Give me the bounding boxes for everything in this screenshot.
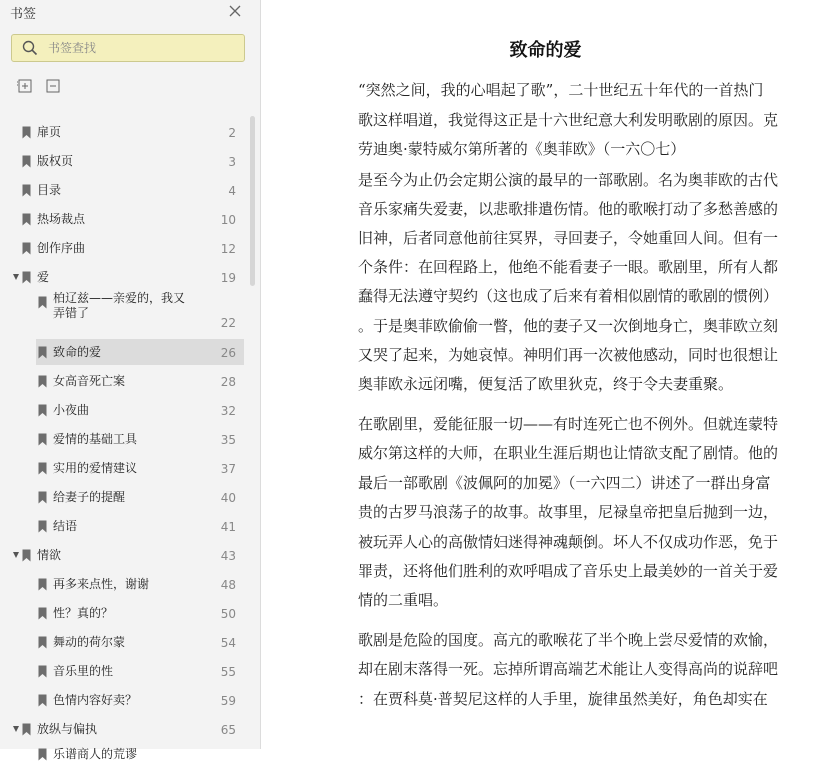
bookmark-icon xyxy=(38,520,47,533)
bookmark-icon xyxy=(22,271,31,284)
bookmark-icon xyxy=(22,549,31,562)
bookmark-item[interactable] xyxy=(22,542,244,568)
bookmark-icon xyxy=(38,491,47,504)
bookmark-page: 54 xyxy=(220,636,236,650)
bookmark-page: 12 xyxy=(220,242,236,256)
bookmark-icon xyxy=(38,433,47,446)
bookmark-icon xyxy=(38,748,47,761)
text-line: 蠢得无法遵守契约（这也成了后来有着相似剧情的歌剧的惯例） xyxy=(358,287,779,305)
bookmark-item[interactable] xyxy=(38,289,244,330)
bookmark-page: 4 xyxy=(228,184,236,198)
text-line: 被玩弄人心的高傲情妇迷得神魂颠倒。坏人不仅成功作恶，免于 xyxy=(358,533,779,551)
bookmark-sidebar xyxy=(0,0,261,761)
sidebar-header xyxy=(0,0,260,22)
bookmark-item[interactable] xyxy=(38,455,244,481)
search-icon xyxy=(22,40,38,56)
expand-triangle-icon[interactable] xyxy=(12,273,20,281)
bookmark-page: 32 xyxy=(220,404,236,418)
text-line: 旧神，后者同意他前往冥界，寻回妻子，令她重回人间。但有一 xyxy=(358,229,779,247)
text-line: 音乐家痛失爱妻，以悲歌排遣伤情。他的歌喉打动了多愁善感的 xyxy=(358,200,779,218)
bookmark-item[interactable] xyxy=(38,629,244,655)
bookmark-icon xyxy=(22,213,31,226)
bookmark-page: 35 xyxy=(220,433,236,447)
bookmark-icon xyxy=(38,665,47,678)
bookmark-label: 爱情的基础工具 xyxy=(53,432,138,446)
bookmark-item[interactable] xyxy=(22,206,244,232)
bookmark-label: 音乐里的性 xyxy=(53,664,114,678)
bookmark-label: 性？真的？ xyxy=(53,606,114,620)
text-line: 歌剧是危险的国度。高亢的歌喉花了半个晚上尝尽爱情的欢愉， xyxy=(358,631,779,649)
text-line: “突然之间，我的心唱起了歌”，二十世纪五十年代的一首热门 xyxy=(358,81,764,99)
bookmark-item[interactable] xyxy=(22,177,244,203)
bookmark-label: 热场裁点 xyxy=(37,212,86,226)
expand-triangle-icon[interactable] xyxy=(12,725,20,733)
bookmark-label: 爱 xyxy=(37,270,50,284)
bookmark-icon xyxy=(22,723,31,736)
text-line: 最后一部歌剧《波佩阿的加冕》（一六四二）讲述了一群出身富 xyxy=(358,474,771,492)
text-line: 威尔第这样的大师，在职业生涯后期也让情欲支配了剧情。他的 xyxy=(358,444,779,462)
text-line: 。于是奥菲欧偷偷一瞥，他的妻子又一次倒地身亡，奥菲欧立刻 xyxy=(358,317,779,335)
bookmark-icon xyxy=(38,636,47,649)
text-line: 是至今为止仍会定期公演的最早的一部歌剧。名为奥菲欧的古代 xyxy=(358,171,779,189)
bookmark-icon xyxy=(38,607,47,620)
bookmark-label: 版权页 xyxy=(37,154,74,168)
bookmark-label: 目录 xyxy=(37,183,62,197)
text-line: ：在贾科莫·普契尼这样的人手里，旋律虽然美好，角色却实在 xyxy=(358,690,768,708)
sidebar-scrollbar[interactable] xyxy=(250,116,255,286)
bookmark-item[interactable] xyxy=(38,600,244,626)
bookmark-item[interactable] xyxy=(38,397,244,423)
bookmark-icon xyxy=(38,346,47,359)
bookmark-label: 乐谱商人的荒谬 xyxy=(53,747,138,761)
text-line: 个条件：在回程路上，他绝不能看妻子一眼。歌剧里，所有人都 xyxy=(358,258,779,276)
bookmark-label: 舞动的荷尔蒙 xyxy=(53,635,126,649)
bookmark-item[interactable] xyxy=(36,339,244,365)
close-icon[interactable] xyxy=(226,2,244,20)
sidebar-title: 书签 xyxy=(10,7,37,22)
bookmark-label: 致命的爱 xyxy=(53,345,102,359)
bookmark-label: 再多来点性，谢谢 xyxy=(53,577,150,591)
bookmark-icon xyxy=(22,184,31,197)
document-page xyxy=(261,0,830,749)
text-line: 在歌剧里，爱能征服一切——有时连死亡也不例外。但就连蒙特 xyxy=(358,415,779,433)
bookmark-page: 26 xyxy=(220,346,236,360)
bookmark-icon xyxy=(22,126,31,139)
text-line: 奥菲欧永远闭嘴，便复活了欧里狄克，终于令夫妻重聚。 xyxy=(358,375,734,393)
bookmark-search[interactable] xyxy=(11,34,245,62)
text-line: 情的二重唱。 xyxy=(358,591,449,609)
bookmark-page: 48 xyxy=(220,578,236,592)
bookmark-page: 3 xyxy=(228,155,236,169)
bookmark-label: 给妻子的提醒 xyxy=(53,490,126,504)
bookmark-item[interactable] xyxy=(22,119,244,145)
search-input[interactable] xyxy=(48,39,238,57)
bookmark-label: 创作序曲 xyxy=(37,241,86,255)
bookmark-item[interactable] xyxy=(38,741,244,767)
bookmark-label: 女高音死亡案 xyxy=(53,374,126,388)
bookmark-icon xyxy=(38,296,47,309)
bookmark-label: 色情内容好卖？ xyxy=(53,693,138,707)
bookmark-page: 22 xyxy=(220,316,236,330)
bookmark-page: 55 xyxy=(220,665,236,679)
bookmark-page: 2 xyxy=(228,126,236,140)
bookmark-item[interactable] xyxy=(38,368,244,394)
bookmark-page: 59 xyxy=(220,694,236,708)
bookmark-icon xyxy=(22,242,31,255)
bookmark-item[interactable] xyxy=(22,716,244,742)
bookmark-item[interactable] xyxy=(38,687,244,713)
bookmark-item[interactable] xyxy=(38,426,244,452)
bookmark-page: 43 xyxy=(220,549,236,563)
text-line: 又哭了起来，为她哀悼。神明们再一次被他感动，同时也很想让 xyxy=(358,346,779,364)
text-line: 劳迪奥·蒙特威尔第所著的《奥菲欧》（一六〇七） xyxy=(358,140,686,158)
bookmark-icon xyxy=(38,694,47,707)
bookmark-page: 40 xyxy=(220,491,236,505)
chapter-title: 致命的爱 xyxy=(509,40,582,61)
bookmark-page: 28 xyxy=(220,375,236,389)
bookmark-page: 10 xyxy=(220,213,236,227)
bookmark-item[interactable] xyxy=(38,513,244,539)
text-line: 罪责，还将他们胜利的欢呼唱成了音乐史上最美妙的一首关于爱 xyxy=(358,562,779,580)
text-line: 却在剧末落得一死。忘掉所谓高端艺术能让人变得高尚的说辞吧 xyxy=(358,660,779,678)
bookmark-item[interactable] xyxy=(38,484,244,510)
bookmark-icon xyxy=(38,375,47,388)
text-line: 歌这样唱道，我觉得这正是十六世纪意大利发明歌剧的原因。克 xyxy=(358,111,779,129)
bookmark-icon xyxy=(38,578,47,591)
bookmark-icon xyxy=(38,462,47,475)
bookmark-item[interactable] xyxy=(22,148,244,174)
bookmark-label: 小夜曲 xyxy=(53,403,90,417)
add-bookmark-icon[interactable] xyxy=(17,78,33,94)
text-line: 贵的古罗马浪荡子的故事。故事里，尼禄皇帝把皇后抛到一边， xyxy=(358,503,779,521)
bookmark-page: 50 xyxy=(220,607,236,621)
bookmark-item[interactable] xyxy=(38,571,244,597)
bookmark-page: 65 xyxy=(220,723,236,737)
remove-bookmark-icon[interactable] xyxy=(45,78,61,94)
bookmark-icon xyxy=(22,155,31,168)
bookmark-label: 情欲 xyxy=(37,548,62,562)
bookmark-item[interactable] xyxy=(22,264,244,290)
bookmark-label: 结语 xyxy=(53,519,78,533)
expand-triangle-icon[interactable] xyxy=(12,551,20,559)
bookmark-item[interactable] xyxy=(38,658,244,684)
bookmark-label: 放纵与偏执 xyxy=(37,722,98,736)
bookmark-item[interactable] xyxy=(22,235,244,261)
bookmark-page: 37 xyxy=(220,462,236,476)
bookmark-page: 19 xyxy=(220,271,236,285)
bookmark-icon xyxy=(38,404,47,417)
bookmark-label: 实用的爱情建议 xyxy=(53,461,138,475)
bookmark-label: 柏辽兹——亲爱的，我又弄错了 xyxy=(53,291,186,320)
bookmark-label: 扉页 xyxy=(37,125,62,139)
bookmark-page: 41 xyxy=(220,520,236,534)
